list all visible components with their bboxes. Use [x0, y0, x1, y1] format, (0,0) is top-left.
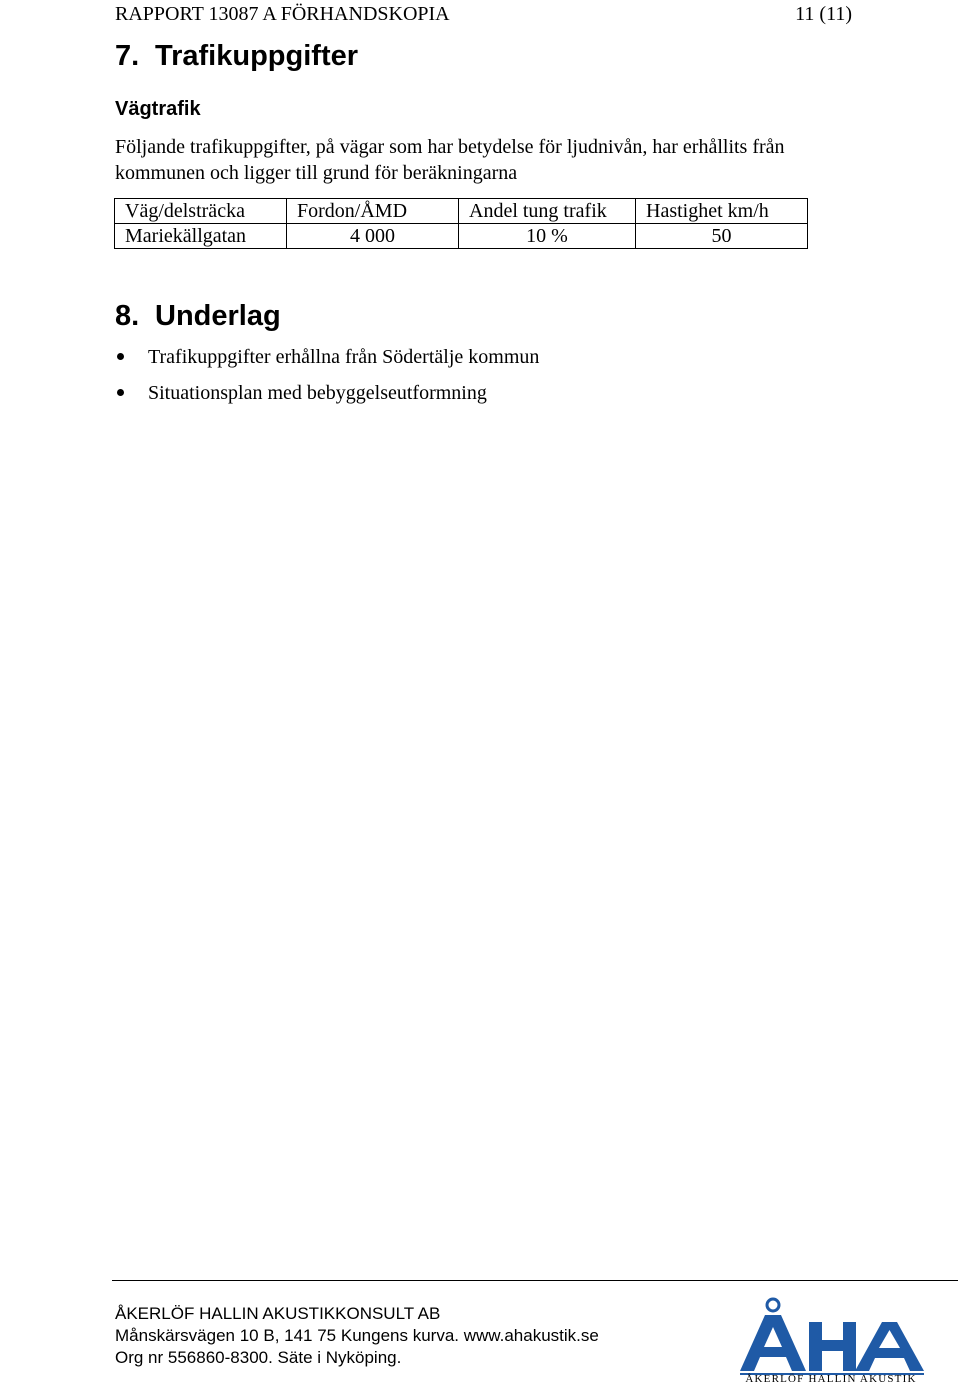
table-header-cell: Hastighet km/h [636, 199, 808, 224]
section-7-title: Trafikuppgifter [155, 40, 359, 72]
page-number: 11 (11) [795, 3, 852, 25]
bullet-icon [117, 389, 124, 396]
footer-company-name: ÅKERLÖF HALLIN AKUSTIKKONSULT AB [115, 1304, 441, 1323]
list-item-text: Situationsplan med bebyggelseutformning [148, 382, 487, 404]
section-8-number: 8. [115, 300, 140, 332]
section-7-paragraph: Följande trafikuppgifter, på vägar som har betydelse för ljudnivån, har erhållits från kommunen och ligger till grund för beräkningarna [115, 136, 785, 184]
list-item [115, 379, 539, 415]
underlag-list [115, 343, 539, 415]
table-cell: 50 [636, 224, 808, 249]
table-header-cell: Andel tung trafik [459, 199, 636, 224]
logo-letter-h [809, 1322, 856, 1371]
list-item [115, 343, 539, 379]
table-header-cell: Fordon/ÅMD [287, 199, 459, 224]
section-7-subheading: Vägtrafik [115, 98, 201, 120]
table-header-row [115, 199, 808, 224]
footer-address: Månskärsvägen 10 B, 141 75 Kungens kurva. www.ahakustik.se [115, 1326, 599, 1345]
section-7-heading [115, 40, 358, 73]
footer-divider [112, 1280, 958, 1281]
section-8-title: Underlag [155, 300, 281, 332]
section-7-number: 7. [115, 40, 140, 72]
traffic-table [114, 198, 808, 249]
table-cell: 10 % [459, 224, 636, 249]
table-row [115, 224, 808, 249]
table-cell: 4 000 [287, 224, 459, 249]
table-cell: Mariekällgatan [115, 224, 287, 249]
footer-org-number: Org nr 556860-8300. Säte i Nyköping. [115, 1348, 402, 1367]
logo-caption: ÅKERLÖF HALLIN AKUSTIK [745, 1373, 917, 1385]
bullet-icon [117, 353, 124, 360]
report-header-title: RAPPORT 13087 A FÖRHANDSKOPIA [115, 3, 450, 25]
section-8-heading [115, 300, 281, 333]
footer-address-block [115, 1303, 599, 1369]
table-header-cell: Väg/delsträcka [115, 199, 287, 224]
logo-ring [767, 1299, 779, 1311]
list-item-text: Trafikuppgifter erhållna från Södertälje kommun [148, 346, 540, 368]
